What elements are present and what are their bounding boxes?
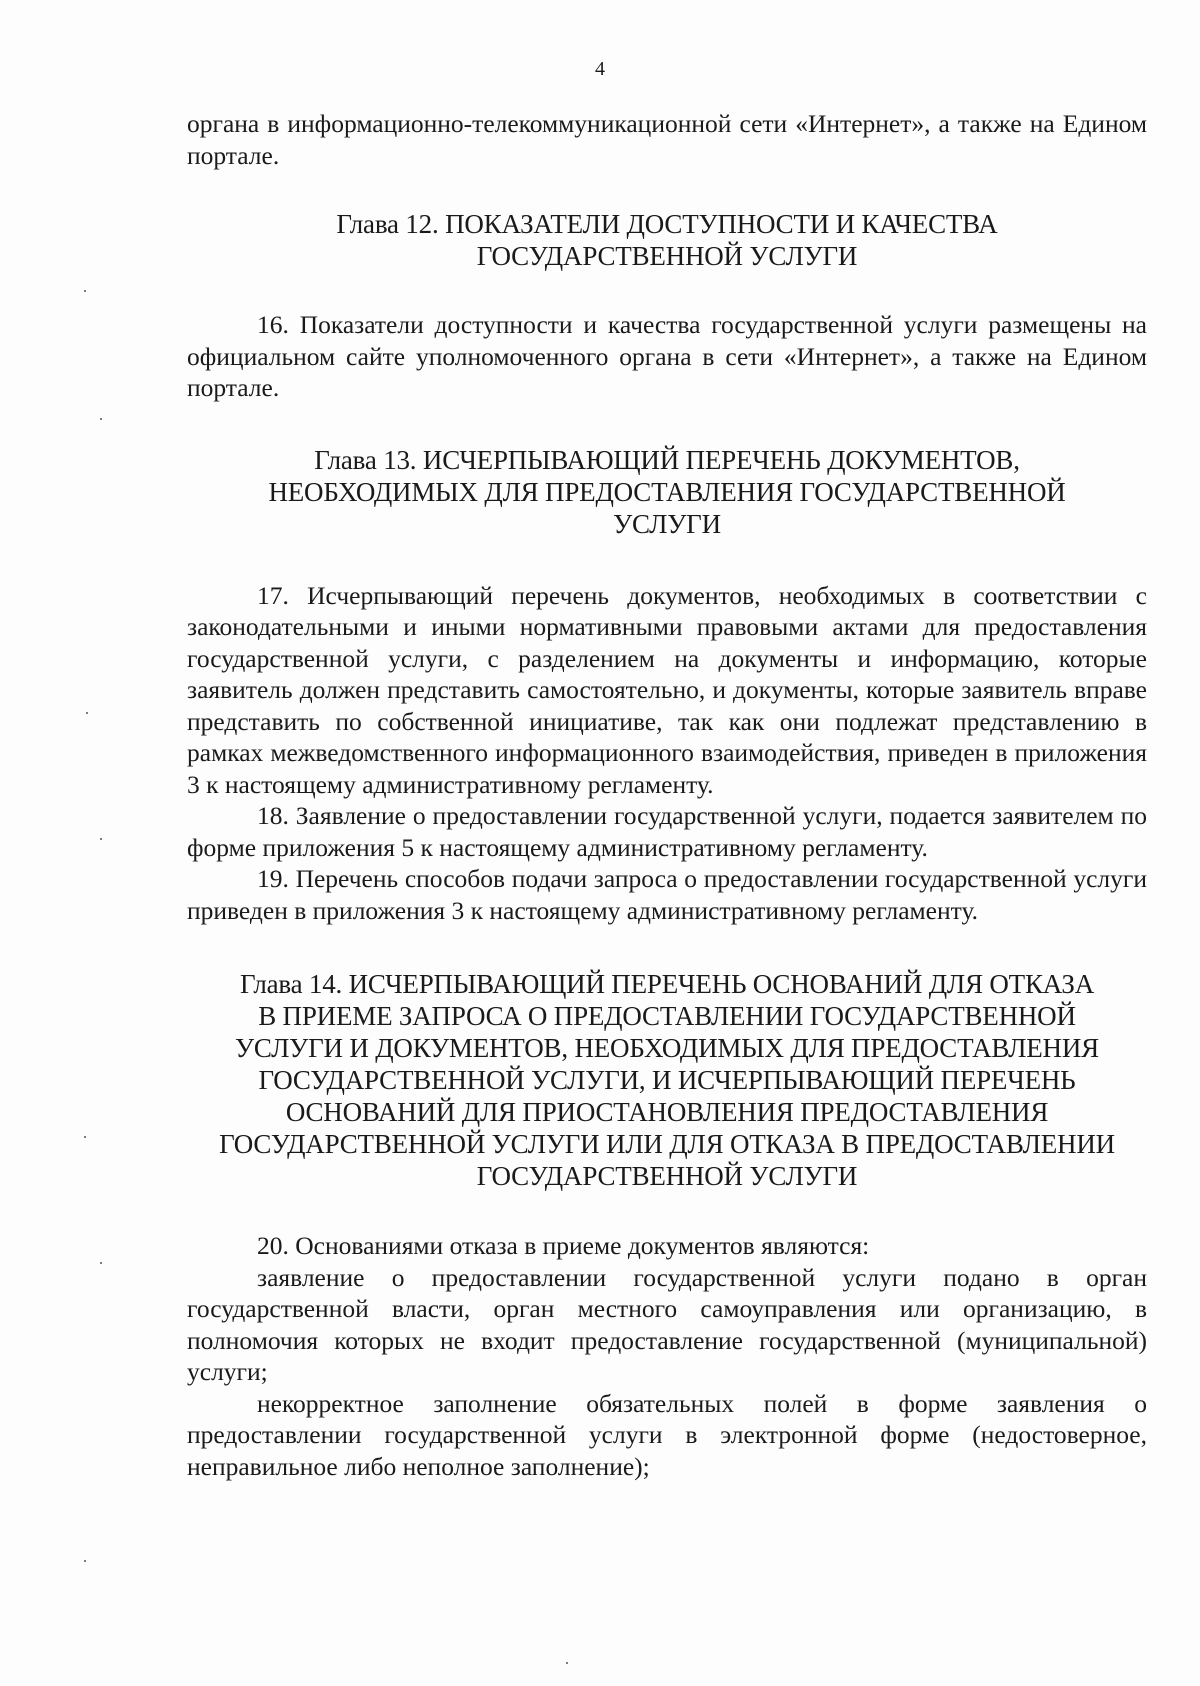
- chapter-13-heading-line-3: УСЛУГИ: [613, 508, 721, 539]
- chapter-12-heading-line-1: Глава 12. ПОКАЗАТЕЛИ ДОСТУПНОСТИ И КАЧЕСТВА: [336, 209, 998, 239]
- chapter-13-heading-line-2: НЕОБХОДИМЫХ ДЛЯ ПРЕДОСТАВЛЕНИЯ ГОСУДАРСТВЕННОЙ: [268, 476, 1066, 507]
- scan-speck: [84, 1560, 86, 1562]
- paragraph-17: 17. Исчерпывающий перечень документов, необходимых в соответствии с законодательными и иными нормативными правовыми актами для предоставления государственной услуги, с разделением на документы и информацию, которые заявитель должен представить самостоятельно, и документы, которые заявитель вправе представить по собственной инициативе, так как они подлежат представлению в рамках межведомственного информационного взаимодействия, приведен в приложения 3 к настоящему административному регламенту.: [187, 580, 1147, 799]
- chapter-14-heading-line-5: ОСНОВАНИЙ ДЛЯ ПРИОСТАНОВЛЕНИЯ ПРЕДОСТАВЛЕНИЯ: [285, 1097, 1049, 1127]
- chapter-14-heading: [187, 968, 1147, 1192]
- scan-speck: [566, 1662, 568, 1664]
- page-number: 4: [595, 58, 605, 80]
- chapter-12-heading-line-2: ГОСУДАРСТВЕННОЙ УСЛУГИ: [476, 241, 858, 271]
- scan-speck: [84, 1136, 86, 1138]
- chapter-13-heading: [187, 444, 1147, 540]
- chapter-13-heading-line-1: Глава 13. ИСЧЕРПЫВАЮЩИЙ ПЕРЕЧЕНЬ ДОКУМЕНТОВ,: [314, 444, 1020, 475]
- scan-speck: [86, 712, 88, 714]
- chapter-14-heading-line-7: ГОСУДАРСТВЕННОЙ УСЛУГИ: [476, 1161, 858, 1191]
- paragraph-continuation: органа в информационно-телекоммуникационной сети «Интернет», а также на Едином портале.: [187, 109, 1147, 170]
- chapter-14-heading-line-4: ГОСУДАРСТВЕННОЙ УСЛУГИ, И ИСЧЕРПЫВАЮЩИЙ ПЕРЕЧЕНЬ: [258, 1065, 1076, 1095]
- scan-speck: [100, 418, 102, 420]
- paragraph-20-item-a: заявление о предоставлении государственной услуги подано в орган государственной власти, орган местного самоуправления или организацию, в полномочия которых не входит предоставление государственной (муниципальной) услуги;: [187, 1262, 1147, 1386]
- paragraph-20: 20. Основаниями отказа в приеме документов являются:: [257, 1231, 870, 1260]
- chapter-14-heading-line-1: Глава 14. ИСЧЕРПЫВАЮЩИЙ ПЕРЕЧЕНЬ ОСНОВАНИЙ ДЛЯ ОТКАЗА: [239, 969, 1095, 999]
- scan-speck: [100, 838, 102, 840]
- chapter-14-heading-line-2: В ПРИЕМЕ ЗАПРОСА О ПРЕДОСТАВЛЕНИИ ГОСУДАРСТВЕННОЙ: [258, 1001, 1076, 1031]
- paragraph-18: 18. Заявление о предоставлении государственной услуги, подается заявителем по форме приложения 5 к настоящему административному регламенту.: [187, 801, 1147, 862]
- chapter-12-heading: [187, 208, 1147, 272]
- scan-speck: [84, 290, 86, 292]
- paragraph-20-item-b: некорректное заполнение обязательных полей в форме заявления о предоставлении государственной услуги в электронной форме (недостоверное, неправильное либо неполное заполнение);: [187, 1388, 1147, 1481]
- paragraph-16: 16. Показатели доступности и качества государственной услуги размещены на официальном сайте уполномоченного органа в сети «Интернет», а также на Едином портале.: [187, 310, 1147, 402]
- scan-speck: [100, 1262, 102, 1264]
- chapter-14-heading-line-3: УСЛУГИ И ДОКУМЕНТОВ, НЕОБХОДИМЫХ ДЛЯ ПРЕДОСТАВЛЕНИЯ: [235, 1033, 1099, 1063]
- paragraph-19: 19. Перечень способов подачи запроса о предоставлении государственной услуги приведен в приложения 3 к настоящему административному регламенту.: [187, 864, 1147, 925]
- document-body: [187, 108, 1147, 1482]
- chapter-14-heading-line-6: ГОСУДАРСТВЕННОЙ УСЛУГИ ИЛИ ДЛЯ ОТКАЗА В ПРЕДОСТАВЛЕНИИ: [219, 1129, 1115, 1159]
